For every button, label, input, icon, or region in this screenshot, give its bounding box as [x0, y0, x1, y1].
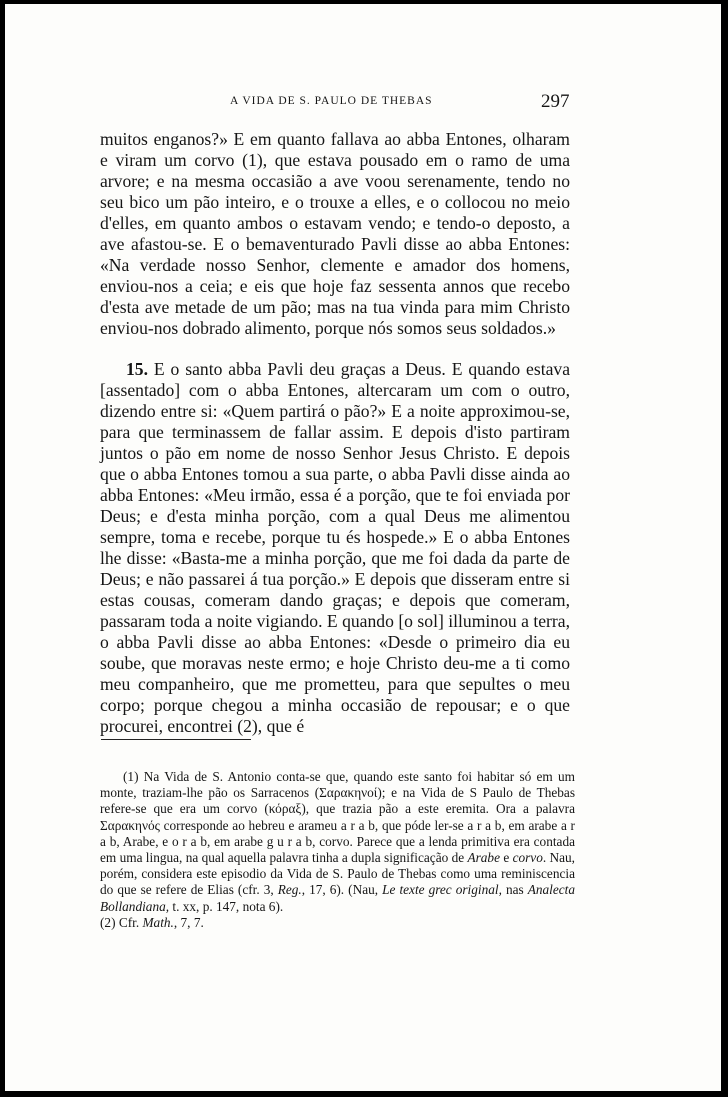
- footnote-1: [100, 769, 575, 915]
- footnote-2-text: (2) Cfr.: [100, 914, 143, 930]
- footnote-1-italic-arabe: Arabe: [467, 850, 500, 866]
- footnotes: [100, 769, 575, 931]
- footnote-1-italic-title: Le texte grec original,: [382, 882, 502, 898]
- footnote-1-italic-journal: Analecta Bollandiana,: [100, 882, 575, 914]
- footnote-1-text: (1) Na Vida de S. Antonio conta-se que, quando este santo foi habitar só em um monte, traziam-lhe pão os Sarracenos (Σαρακηνοί); e na Vida de S Paulo de Thebas refere-se que era um corvo (κόραξ), que trazia pão a este eremita. Ora a palavra Σαρακηνός corresponde ao hebreu e arameu a r a b, que póde ler-se a r a b, em arabe a r a b, Arabe, e o r a b, em arabe g u r a b, corvo. Parece que a lenda primitiva era contada em uma lingua, na qual aquella palavra tinha a dupla significação de: [100, 769, 575, 866]
- footnote-2-text: , 7, 7.: [173, 914, 204, 930]
- footnote-1-text: t. xx, p. 147, nota 6).: [169, 898, 284, 914]
- footnote-1-text: nas: [501, 882, 528, 898]
- paragraph-15: [100, 359, 570, 737]
- footnote-1-text: . Nau, porém, considera este episodio da Vida de S. Paulo de Thebas como uma reminiscencia do que se refere de Elias (cfr. 3,: [100, 850, 575, 898]
- main-text: [100, 129, 570, 737]
- running-head: A VIDA DE S. PAULO DE THEBAS: [230, 95, 433, 107]
- page-header: [5, 91, 721, 117]
- footnote-2-italic-math: Math.: [142, 914, 174, 930]
- paragraph-continued: muitos enganos?» E em quanto fallava ao abba Entones, olharam e viram um corvo (1), que estava pousado em o ramo de uma arvore; e na mesma occasião a ave voou serenamente, tendo no seu bico um pão inteiro, e o trouxe a elles, e o collocou no meio d'elles, em quanto ambos o estavam vendo; e tendo-o deposto, a ave afastou-se. E o bemaventurado Pavli disse ao abba Entones: «Na verdade nosso Senhor, clemente e amador dos homens, enviou-nos a ceia; e eis que hoje faz sessenta annos que recebo d'esta ave metade de um pão; mas na tua vinda para mim Christo enviou-nos dobrado alimento, porque nós somos seus soldados.»: [100, 129, 570, 338]
- footnote-1-text: , 17, 6). (Nau,: [301, 882, 383, 898]
- footnote-separator: [101, 739, 251, 740]
- footnote-1-italic-reg: Reg.: [277, 882, 302, 898]
- footnote-2: [100, 915, 575, 931]
- paragraph-15-text: E o santo abba Pavli deu graças a Deus. E quando estava [assentado] com o abba Entones, altercaram um com o outro, dizendo entre si: «Quem partirá o pão?» E a noite approximou-se, para que terminassem de fallar assim. E depois d'isto partiram juntos o pão em nome de nosso Senhor Jesus Christo. E depois que o abba Entones tomou a sua parte, o abba Pavli disse ainda ao abba Entones: «Meu irmão, essa é a porção, que te foi enviada por Deus; e d'esta minha porção, com a qual Deus me alimentou sempre, toma e recebe, porque tu és hospede.» E o abba Entones lhe disse: «Basta-me a minha porção, que me foi dada da parte de Deus; e não passarei á tua porção.» E depois que disseram entre si estas cousas, comeram dando graças; e depois que comeram, passaram toda a noite vigiando. E quando [o sol] illuminou a terra, o abba Pavli disse ao abba Entones: «Desde o primeiro dia eu soube, que moravas neste ermo; e hoje Christo deu-me a ti como meu companheiro, que me prometteu, para que sepultes o meu corpo; porque chegou a minha occasião de repousar; e o que procurei, encontrei (2), que é: [100, 359, 571, 736]
- page-number: 297: [541, 91, 570, 112]
- section-number: 15.: [126, 359, 148, 379]
- footnote-1-text: e: [499, 850, 513, 866]
- footnote-1-italic-corvo: corvo: [512, 850, 543, 866]
- book-page: [5, 4, 721, 1091]
